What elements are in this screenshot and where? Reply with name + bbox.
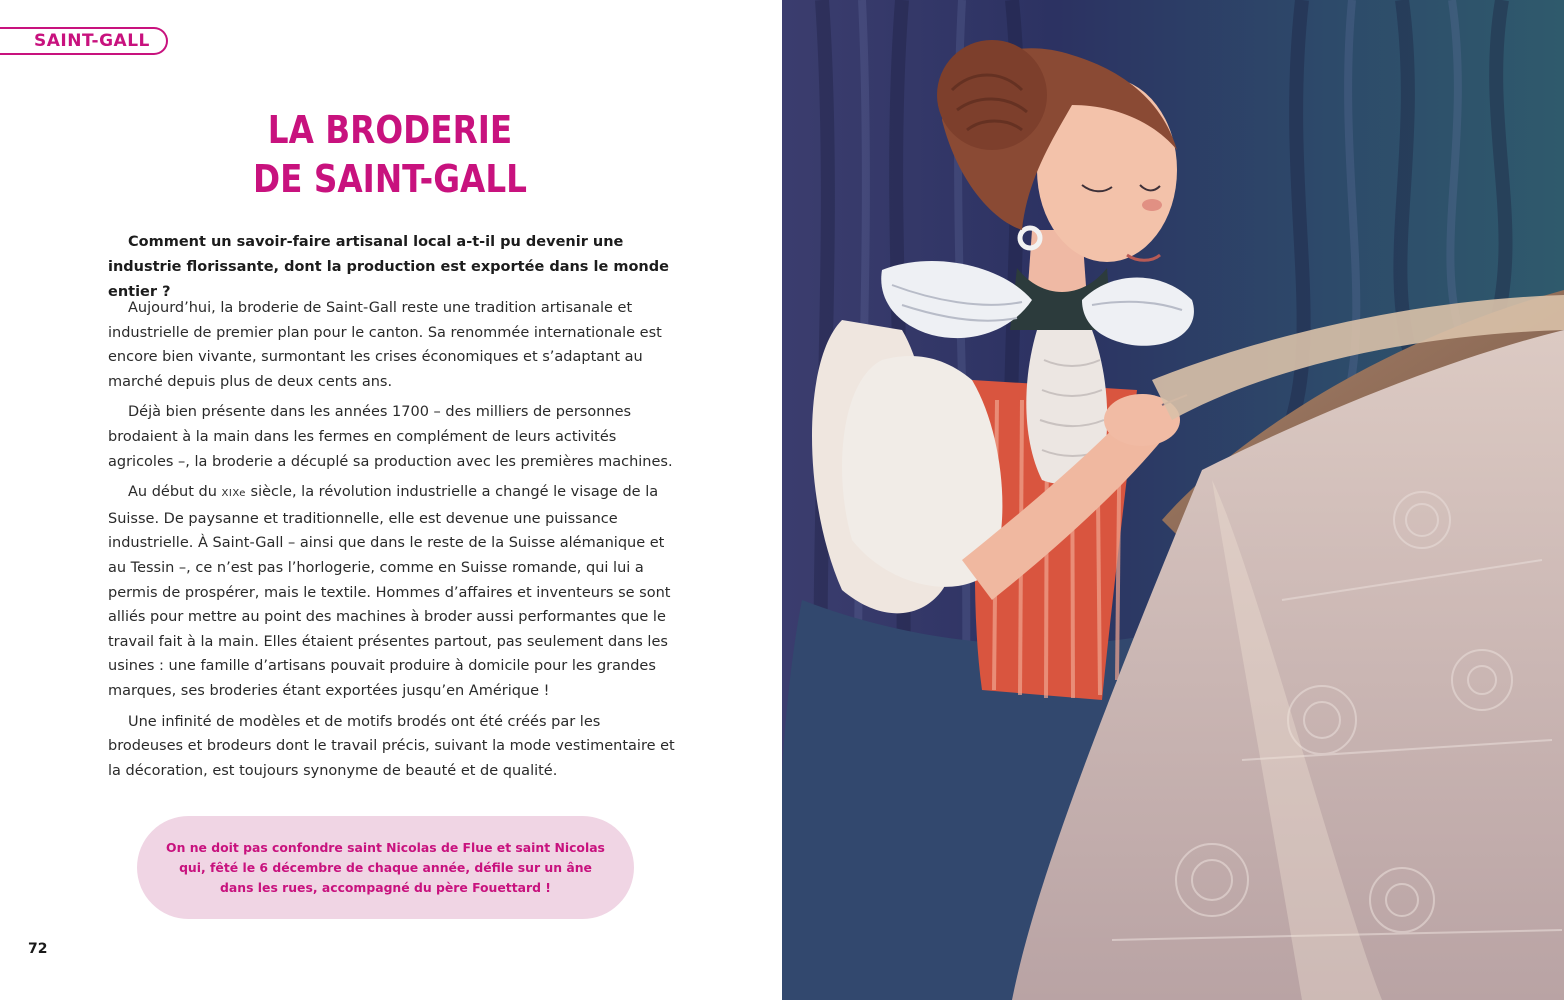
paragraph-4: Une infinité de modèles et de motifs brodés ont été créés par les brodeuses et brodeurs dont le travail précis, suivant la mode vestimentaire et la décoration, est toujours synonyme de beauté et de qualité. [108,713,675,779]
paragraph-1: Aujourd’hui, la broderie de Saint-Gall reste une tradition artisanale et industrielle de premier plan pour le canton. Sa renommée internationale est encore bien vivante, surmontant les crises économiques et s’adaptant au marché depuis plus de deux cents ans. [108,300,662,390]
paragraph-3 [108,480,676,703]
page-title [149,106,631,204]
hair-bun [937,40,1047,150]
paragraph-3-start: Au début du [128,484,222,501]
paragraph-3-rest: siècle, la révolution industrielle a changé le visage de la Suisse. De paysanne et traditionnelle, elle est devenue une puissance industrielle. À Saint-Gall – ainsi que dans le reste de la Suisse alémanique et au Tessin –, ce n’est pas l’horlogerie, comme en Suisse romande, qui lui a permis de prospérer, mais le textile. Hommes d’affaires et inventeurs se sont alliés pour mettre au point des machines à broder aussi performantes que le travail fait à la main. Elles étaient présentes partout, pas seulement dans les usines : une famille d’artisans pouvait produire à domicile pour les grandes marques, ses broderies étant exportées jusqu’en Amérique ! [108,484,671,699]
intro-question: Comment un savoir-faire artisanal local a-t-il pu devenir une industrie florissante, dont la production est exportée dans le monde entier ? [108,234,669,300]
title-line-1: LA BRODERIE [267,108,513,152]
callout-text: On ne doit pas confondre saint Nicolas de Flue et saint Nicolas qui, fêté le 6 décembre de chaque année, défile sur un âne dans les rues, accompagné du père Fouettard ! [166,839,605,895]
body-text [108,296,676,789]
page-number: 72 [28,941,48,957]
paragraph-2: Déjà bien présente dans les années 1700 – des milliers de personnes brodaient à la main dans les fermes en complément de leurs activités agricoles –, la broderie a décuplé sa production avec les premières machines. [108,404,673,470]
section-tab-label: SAINT-GALL [34,31,150,51]
illustration-embroiderer [782,0,1564,1000]
title-line-2: DE SAINT-GALL [253,157,527,201]
century-numeral: XIXe [221,488,246,500]
section-tab [0,27,168,55]
callout-box [137,816,634,919]
